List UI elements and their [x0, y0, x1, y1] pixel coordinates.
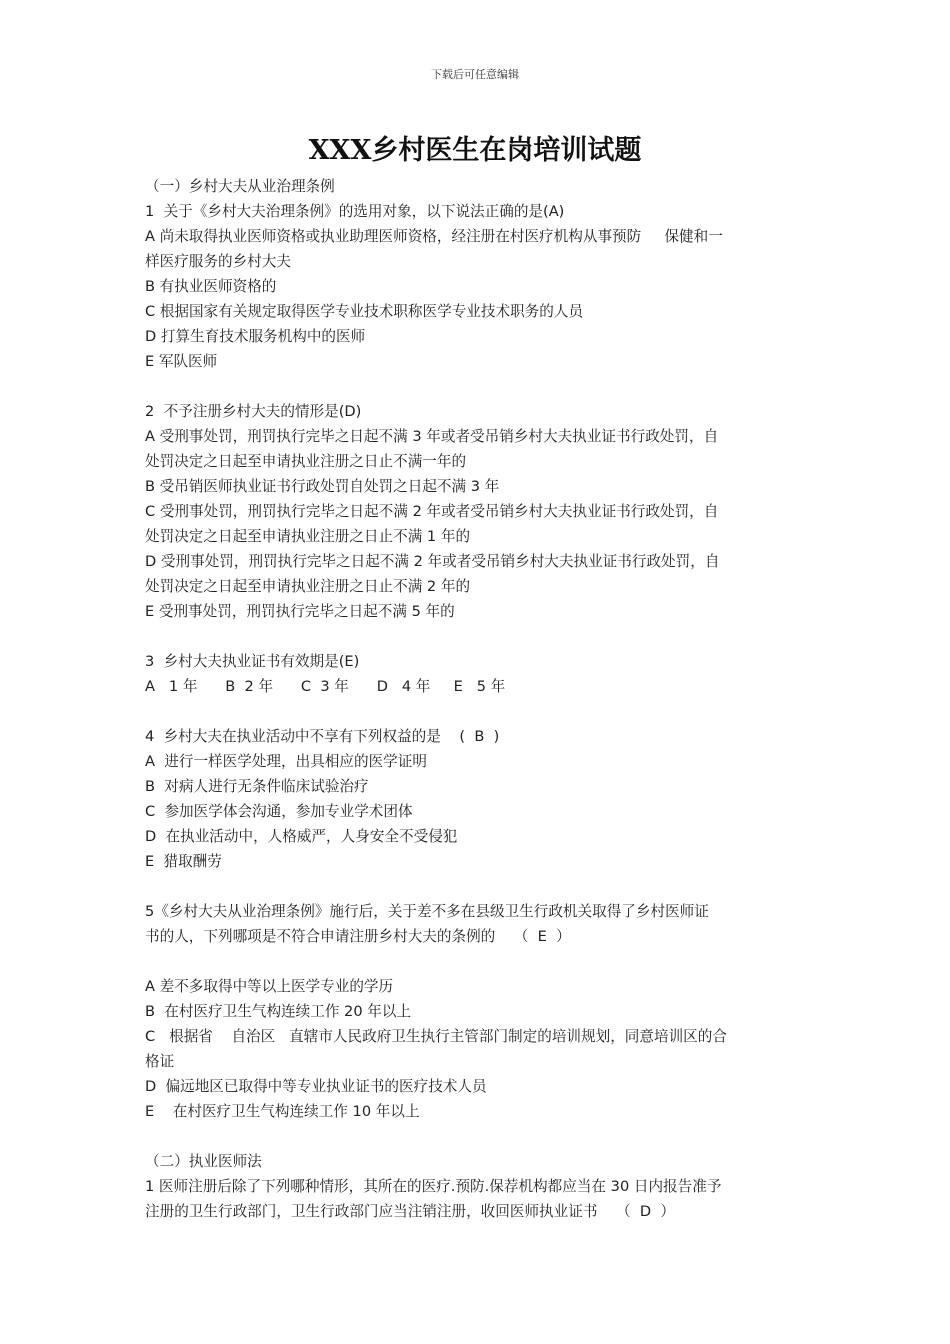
- option-d: D 受刑事处罚，刑罚执行完毕之日起不满 2 年或者受吊销乡村大夫执业证书行政处罚，自: [145, 553, 720, 570]
- option-c-cont: 处罚决定之日起至申请执业注册之日止不满 1 年的: [145, 528, 471, 545]
- option-c-cont: 格证: [145, 1053, 175, 1070]
- question-stem: 4 乡村大夫在执业活动中不享有下列权益的是 ( B ): [145, 728, 500, 745]
- question-stem: 1 关于《乡村大夫治理条例》的选用对象，以下说法正确的是(A): [145, 203, 565, 220]
- spacer: [145, 1124, 810, 1149]
- option-d: D 在执业活动中，人格威严，人身安全不受侵犯: [145, 828, 458, 845]
- spacer: [145, 699, 810, 724]
- option-e: E 在村医疗卫生气构连续工作 10 年以上: [145, 1103, 420, 1120]
- question-stem: 2 不予注册乡村大夫的情形是(D): [145, 403, 362, 420]
- section-heading: （一）乡村大夫从业治理条例: [145, 178, 335, 195]
- option-b: B 受吊销医师执业证书行政处罚自处罚之日起不满 3 年: [145, 478, 500, 495]
- option-c: C 参加医学体会沟通，参加专业学术团体: [145, 803, 413, 820]
- question-stem-cont: 注册的卫生行政部门，卫生行政部门应当注销注册，收回医师执业证书 （ D ）: [145, 1203, 675, 1220]
- question-stem: 1 医师注册后除了下列哪种情形，其所在的医疗.预防.保荐机构都应当在 30 日内报告准予: [145, 1178, 722, 1195]
- header-note: 下载后可任意编辑: [431, 68, 519, 81]
- document-body: [145, 174, 810, 1224]
- options-row: A 1 年 B 2 年 C 3 年 D 4 年 E 5 年: [145, 678, 506, 695]
- option-c: C 根据省 自治区 直辖市人民政府卫生执行主管部门制定的培训规划，同意培训区的合: [145, 1028, 727, 1045]
- option-d: D 打算生育技术服务机构中的医师: [145, 328, 366, 345]
- section-heading: （二）执业医师法: [145, 1153, 262, 1170]
- option-a: A 尚未取得执业医师资格或执业助理医师资格，经注册在村医疗机构从事预防 保健和一: [145, 228, 723, 245]
- question-stem: 3 乡村大夫执业证书有效期是(E): [145, 653, 360, 670]
- document-title: XXX乡村医生在岗培训试题: [308, 135, 642, 166]
- option-e: E 军队医师: [145, 353, 218, 370]
- spacer: [145, 949, 810, 974]
- spacer: [145, 624, 810, 649]
- option-c: C 根据国家有关规定取得医学专业技术职称医学专业技术职务的人员: [145, 303, 584, 320]
- question-stem: 5《乡村大夫从业治理条例》施行后，关于差不多在县级卫生行政机关取得了乡村医师证: [145, 903, 709, 920]
- option-a: A 受刑事处罚，刑罚执行完毕之日起不满 3 年或者受吊销乡村大夫执业证书行政处罚，自: [145, 428, 719, 445]
- option-a: A 差不多取得中等以上医学专业的学历: [145, 978, 394, 995]
- option-e: E 受刑事处罚，刑罚执行完毕之日起不满 5 年的: [145, 603, 455, 620]
- option-d-cont: 处罚决定之日起至申请执业注册之日止不满 2 年的: [145, 578, 471, 595]
- option-a: A 进行一样医学处理，出具相应的医学证明: [145, 753, 427, 770]
- option-a-cont: 处罚决定之日起至申请执业注册之日止不满一年的: [145, 453, 467, 470]
- spacer: [145, 874, 810, 899]
- option-a-cont: 样医疗服务的乡村大夫: [145, 253, 291, 270]
- option-e: E 猎取酬劳: [145, 853, 222, 870]
- question-stem-cont: 书的人，下列哪项是不符合申请注册乡村大夫的条例的 （ E ）: [145, 928, 571, 945]
- option-c: C 受刑事处罚，刑罚执行完毕之日起不满 2 年或者受吊销乡村大夫执业证书行政处罚，自: [145, 503, 719, 520]
- option-d: D 偏远地区已取得中等专业执业证书的医疗技术人员: [145, 1078, 487, 1095]
- option-b: B 对病人进行无条件临床试验治疗: [145, 778, 369, 795]
- option-b: B 在村医疗卫生气构连续工作 20 年以上: [145, 1003, 412, 1020]
- spacer: [145, 374, 810, 399]
- option-b: B 有执业医师资格的: [145, 278, 277, 295]
